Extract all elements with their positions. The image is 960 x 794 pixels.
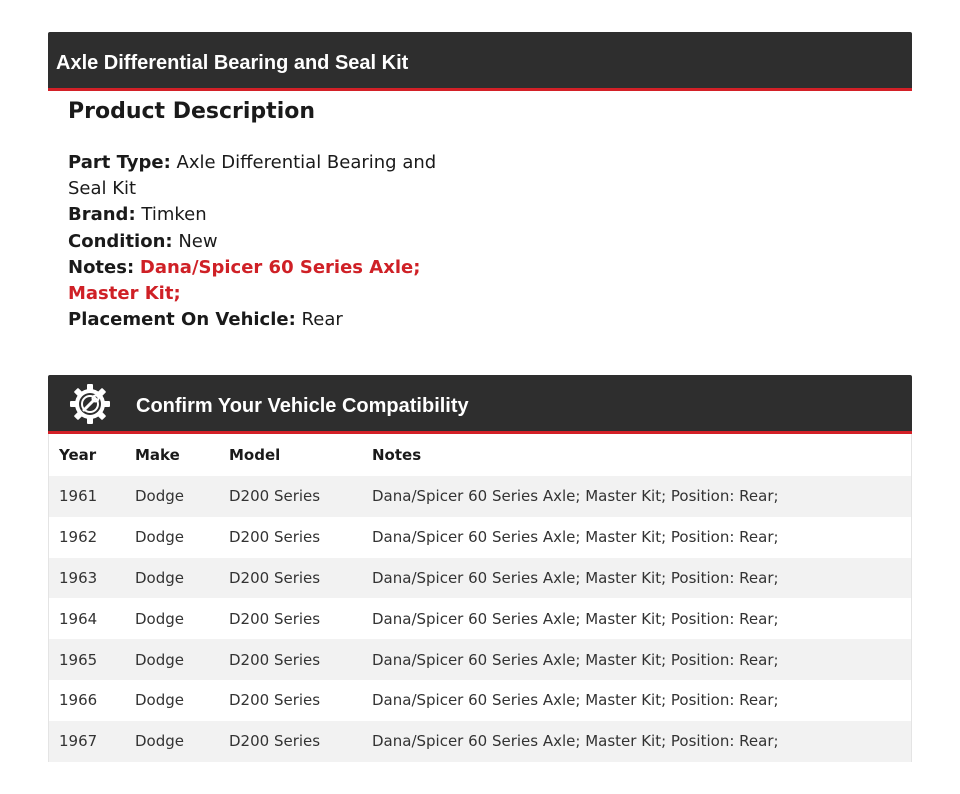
brand-row	[68, 202, 448, 228]
cell-year: 1963	[49, 558, 135, 599]
condition-label: Condition:	[68, 230, 173, 252]
notes-value: Dana/Spicer 60 Series Axle; Master Kit;	[68, 256, 421, 305]
cell-make: Dodge	[135, 558, 229, 599]
product-title: Axle Differential Bearing and Seal Kit	[56, 52, 409, 74]
cell-model: D200 Series	[229, 639, 372, 680]
cell-model: D200 Series	[229, 558, 372, 599]
notes-label: Notes:	[68, 256, 135, 278]
cell-make: Dodge	[135, 639, 229, 680]
brand-label: Brand:	[68, 204, 136, 226]
cell-notes: Dana/Spicer 60 Series Axle; Master Kit; Position: Rear;	[372, 609, 779, 628]
cell-year: 1967	[49, 721, 135, 762]
cell-year: 1961	[49, 476, 135, 517]
table-row	[49, 558, 911, 599]
cell-make: Dodge	[135, 609, 184, 628]
description-heading: Product Description	[68, 99, 316, 124]
compatibility-table	[49, 434, 911, 762]
cell-model: D200 Series	[229, 609, 321, 628]
condition-row	[68, 229, 448, 255]
column-header-model: Model	[229, 446, 281, 464]
cell-notes: Dana/Spicer 60 Series Axle; Master Kit; Position: Rear;	[372, 721, 911, 762]
cell-notes: Dana/Spicer 60 Series Axle; Master Kit; Position: Rear;	[372, 476, 911, 517]
condition-value: New	[178, 230, 218, 252]
gear-wrench-icon	[68, 382, 112, 426]
table-header-row	[49, 434, 911, 476]
cell-make: Dodge	[135, 476, 229, 517]
cell-year: 1964	[59, 609, 98, 628]
table-row	[49, 639, 911, 680]
product-description	[68, 96, 448, 333]
cell-model: D200 Series	[229, 528, 321, 547]
cell-notes: Dana/Spicer 60 Series Axle; Master Kit; Position: Rear;	[372, 639, 911, 680]
cell-make: Dodge	[135, 721, 229, 762]
table-row	[49, 680, 911, 721]
compatibility-table-wrapper	[48, 434, 912, 762]
cell-year: 1965	[49, 639, 135, 680]
cell-notes: Dana/Spicer 60 Series Axle; Master Kit; Position: Rear;	[372, 528, 779, 547]
part-type-label: Part Type:	[68, 152, 171, 173]
table-row	[49, 517, 911, 558]
table-row	[49, 476, 911, 517]
cell-year: 1962	[59, 528, 98, 547]
column-header-make: Make	[135, 446, 180, 464]
cell-model: D200 Series	[229, 476, 372, 517]
compatibility-bar	[48, 375, 912, 434]
column-header-year: Year	[59, 446, 97, 464]
part-type-value: Axle Differential Bearing and Seal Kit	[68, 152, 437, 200]
cell-make: Dodge	[135, 691, 184, 710]
placement-label: Placement On Vehicle:	[68, 309, 296, 331]
placement-value: Rear	[301, 309, 343, 331]
cell-year: 1966	[59, 691, 98, 710]
part-type-row	[68, 150, 448, 202]
table-row	[49, 598, 911, 639]
compatibility-title: Confirm Your Vehicle Compatibility	[136, 395, 469, 417]
cell-model: D200 Series	[229, 721, 372, 762]
cell-make: Dodge	[135, 528, 184, 547]
placement-row	[68, 307, 448, 333]
brand-value: Timken	[141, 204, 207, 226]
product-title-bar	[48, 32, 912, 91]
cell-notes: Dana/Spicer 60 Series Axle; Master Kit; Position: Rear;	[372, 691, 779, 710]
description-details	[68, 150, 448, 333]
cell-model: D200 Series	[229, 691, 321, 710]
notes-row	[68, 255, 448, 307]
cell-notes: Dana/Spicer 60 Series Axle; Master Kit; Position: Rear;	[372, 558, 911, 599]
table-row	[49, 721, 911, 762]
column-header-notes: Notes	[372, 446, 422, 464]
